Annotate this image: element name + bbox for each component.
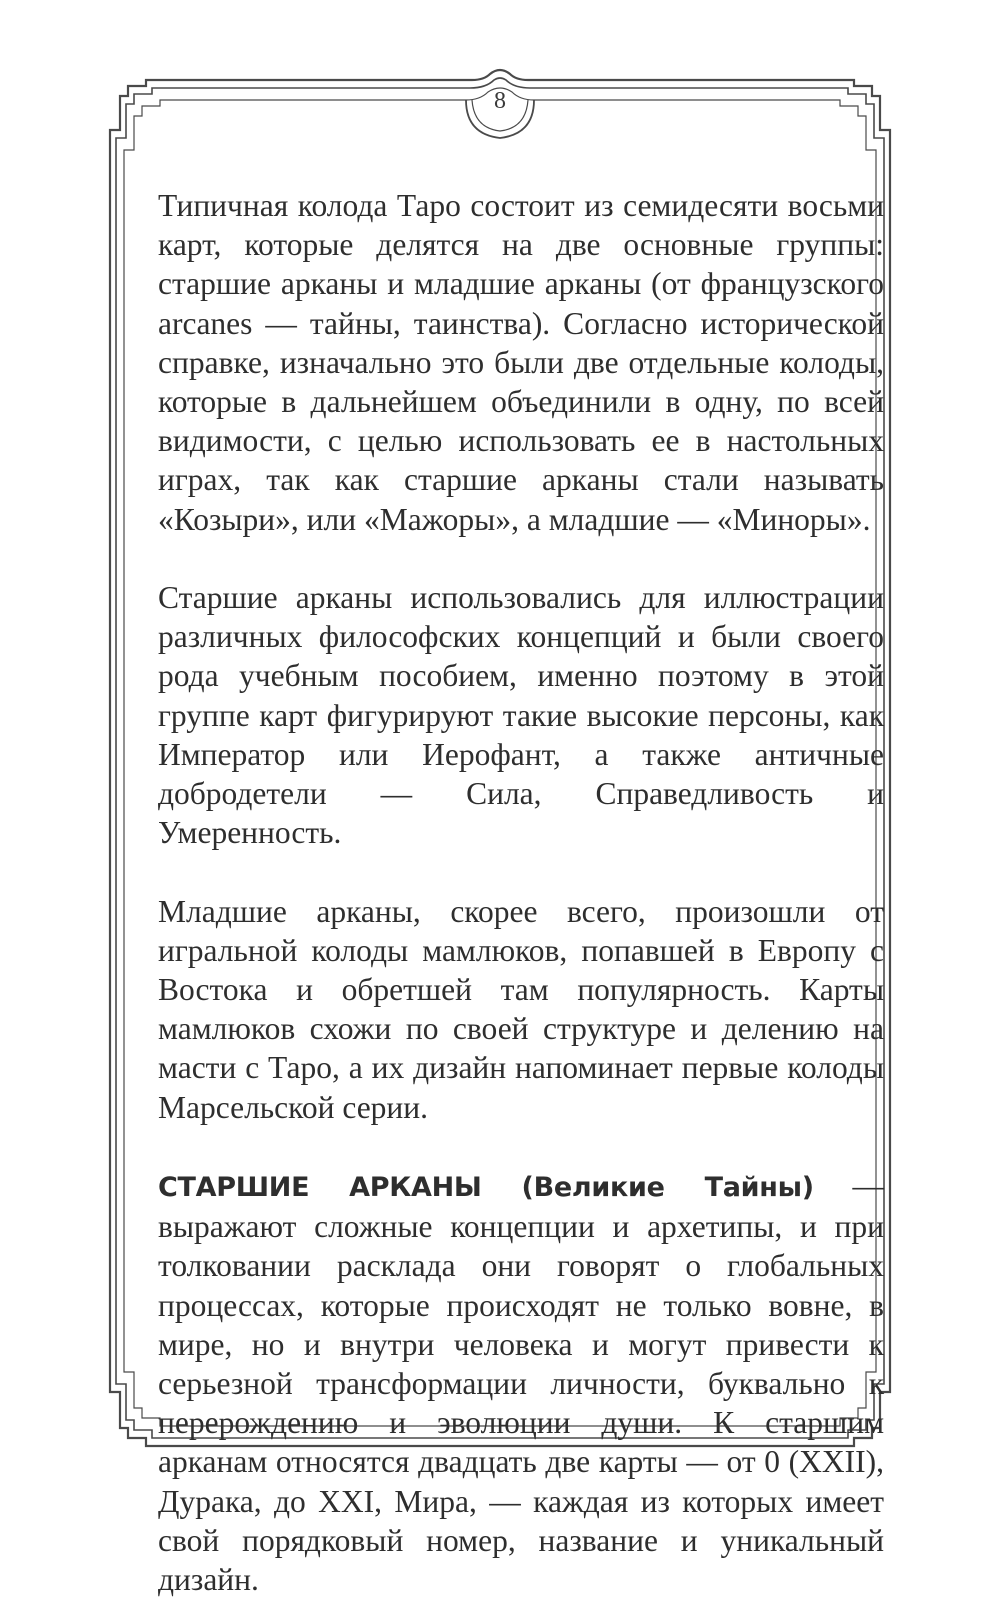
paragraph-minor-arcana-origin: Младшие арканы, скорее всего, произошли от игральной колоды мамлюков, попавшей в Европу с Востока и обретшей там популярность. Карты мамлюков схожи по своей структуре и делению на масти с Таро, а их дизайн напоминает первые колоды Марсельской серии. xyxy=(158,893,884,1125)
major-arcana-description: — выражают сложные концепции и архетипы, и при толковании расклада они говорят о глобальных процессах, которые происходят не только вовне, в мире, но и внутри человека и могут привести к серьезной трансформации личности, буквально к перерождению и эволюции души. К старшим арканам относятся двадцать две карты — от 0 (XXII), Дурака, до XXI, Мира, — каждая из которых имеет свой порядковый номер, название и уникальный дизайн. xyxy=(158,1168,884,1598)
paragraph-major-arcana-definition xyxy=(158,1166,884,1599)
page-number: 8 xyxy=(494,88,506,114)
paragraph-tarot-deck-intro: Типичная колода Таро состоит из семидесяти восьми карт, которые делятся на две основные группы: старшие арканы и младшие арканы (от французского arcanes — тайны, таинства). Согласно исторической справке, изначально это были две отдельные колоды, которые в дальнейшем объединили в одну, по всей видимости, с целью использовать ее в настольных играх, так как старшие арканы стали называть «Козыри», или «Мажоры», а младшие — «Миноры». xyxy=(158,188,884,537)
page-body xyxy=(158,186,884,1599)
paragraph-major-arcana-usage: Старшие арканы использовались для иллюстрации различных философских концепций и были своего рода учебным пособием, именно поэтому в этой группе карт фигурируют такие высокие персоны, как Император или Иерофант, а также античные добродетели — Сила, Справедливость и Умеренность. xyxy=(158,580,884,851)
major-arcana-heading: СТАРШИЕ АРКАНЫ (Великие Тайны) xyxy=(158,1172,814,1204)
